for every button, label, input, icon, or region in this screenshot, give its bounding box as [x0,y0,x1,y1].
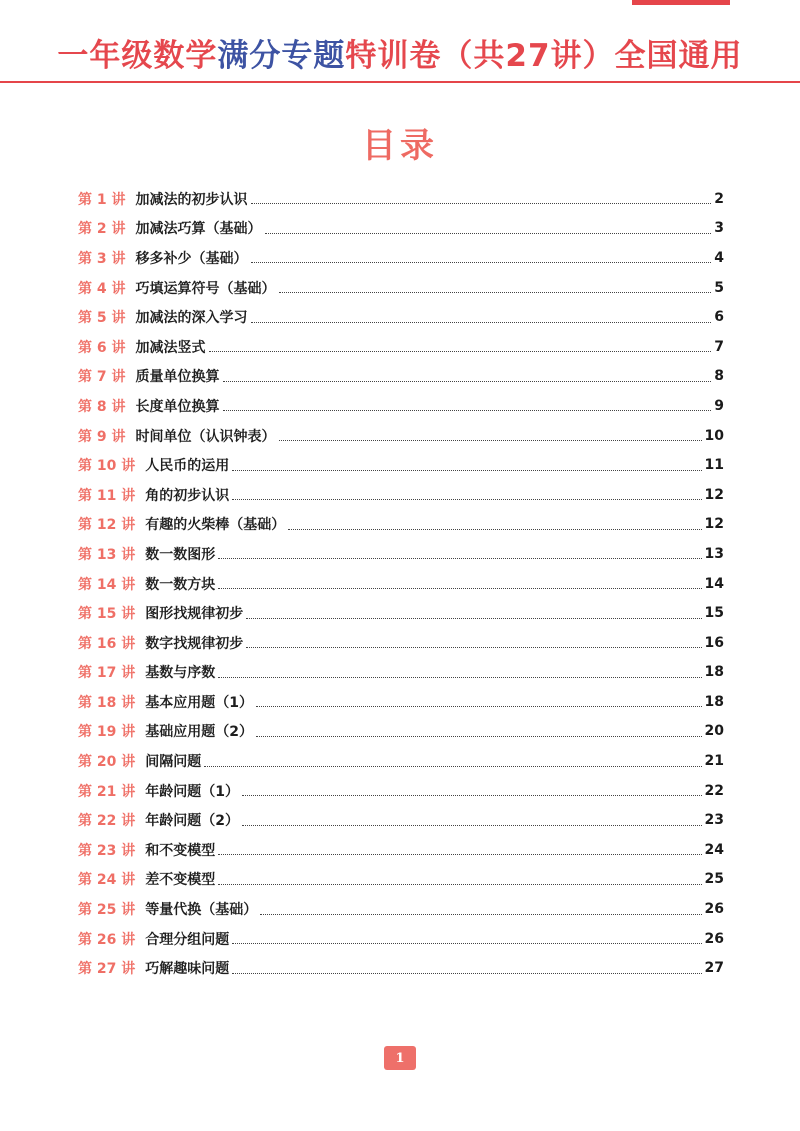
toc-entry-number: 第 11 讲 [78,487,136,504]
toc-entry[interactable] [78,539,724,569]
toc-entry-page: 7 [714,338,724,355]
toc-entry-label: 质量单位换算 [135,369,220,386]
toc-entry-page: 25 [704,871,724,888]
dot-leader [218,558,701,559]
toc-entry-page: 20 [704,723,724,740]
toc-entry-page: 23 [704,812,724,829]
toc-heading: 目录 [362,126,438,166]
toc-entry-page: 27 [704,960,724,977]
toc-entry-number: 第 21 讲 [78,783,136,800]
toc-entry-page: 11 [704,457,724,474]
toc-entry-number: 第 10 讲 [78,458,136,475]
toc-entry[interactable] [78,214,724,244]
toc-entry-label: 角的初步认识 [145,487,230,504]
toc-entry-label: 数字找规律初步 [145,635,244,652]
toc-entry[interactable] [78,894,724,924]
toc-entry[interactable] [78,953,724,983]
toc-entry[interactable] [78,658,724,688]
dot-leader [251,322,712,323]
title-part-c: 特训卷（共27讲）全国通用 [345,38,743,74]
toc-entry-number: 第 5 讲 [78,310,126,327]
dot-leader [218,677,701,678]
toc-entry-number: 第 23 讲 [78,842,136,859]
toc-entry[interactable] [78,746,724,776]
toc-entry-label: 巧填运算符号（基础） [135,280,276,297]
toc-entry-label: 基础应用题（2） [145,724,253,741]
dot-leader [251,203,712,204]
toc-entry-page: 3 [714,220,724,237]
toc-entry-label: 加减法巧算（基础） [135,221,262,238]
toc-entry-label: 人民币的运用 [145,458,230,475]
dot-leader [242,795,702,796]
document-header [0,34,800,84]
dot-leader [265,233,712,234]
toc-entry-number: 第 25 讲 [78,902,136,919]
top-accent-bar [632,0,730,5]
toc-entry-number: 第 24 讲 [78,872,136,889]
toc-entry[interactable] [78,569,724,599]
title-part-highlight: 满分专题 [217,38,346,74]
dot-leader [232,470,701,471]
toc-entry-page: 4 [714,249,724,266]
toc-entry[interactable] [78,510,724,540]
toc-entry[interactable] [78,362,724,392]
dot-leader [209,351,712,352]
toc-entry-label: 年龄问题（1） [145,783,239,800]
toc-entry[interactable] [78,776,724,806]
toc-entry-number: 第 2 讲 [78,221,126,238]
toc-entry[interactable] [78,450,724,480]
toc-entry[interactable] [78,273,724,303]
toc-entry-page: 22 [704,782,724,799]
document-title [0,34,800,78]
toc-entry-number: 第 22 讲 [78,813,136,830]
toc-entry-label: 间隔问题 [145,754,202,771]
dot-leader [256,736,702,737]
toc-entry[interactable] [78,598,724,628]
dot-leader [232,943,701,944]
toc-entry-page: 10 [704,427,724,444]
toc-entry-page: 14 [704,575,724,592]
table-of-contents [78,184,724,983]
toc-entry-page: 21 [704,753,724,770]
toc-entry-label: 加减法的初步认识 [135,191,248,208]
toc-entry-number: 第 3 讲 [78,250,126,267]
toc-entry-page: 18 [704,693,724,710]
toc-entry-number: 第 19 讲 [78,724,136,741]
toc-entry[interactable] [78,835,724,865]
toc-entry[interactable] [78,184,724,214]
toc-entry-page: 26 [704,901,724,918]
toc-entry-label: 差不变模型 [145,872,216,889]
toc-entry-label: 加减法的深入学习 [135,310,248,327]
toc-entry-page: 6 [714,309,724,326]
toc-entry-label: 年龄问题（2） [145,813,239,830]
toc-entry-number: 第 13 讲 [78,546,136,563]
dot-leader [232,499,701,500]
dot-leader [232,973,701,974]
toc-entry[interactable] [78,302,724,332]
toc-entry-page: 12 [704,516,724,533]
toc-entry[interactable] [78,805,724,835]
toc-entry-label: 时间单位（认识钟表） [135,428,276,445]
toc-entry-number: 第 9 讲 [78,428,126,445]
toc-entry[interactable] [78,332,724,362]
toc-entry-number: 第 17 讲 [78,665,136,682]
toc-entry-page: 13 [704,545,724,562]
toc-entry-page: 16 [704,634,724,651]
dot-leader [260,914,701,915]
dot-leader [288,529,701,530]
toc-entry-number: 第 12 讲 [78,517,136,534]
dot-leader [246,618,701,619]
toc-entry-page: 15 [704,605,724,622]
toc-entry[interactable] [78,243,724,273]
dot-leader [223,410,712,411]
toc-entry-number: 第 4 讲 [78,280,126,297]
toc-entry-label: 长度单位换算 [135,398,220,415]
toc-entry[interactable] [78,628,724,658]
toc-entry-number: 第 18 讲 [78,694,136,711]
toc-entry-label: 数一数方块 [145,576,216,593]
dot-leader [218,588,701,589]
dot-leader [279,440,702,441]
toc-entry-number: 第 26 讲 [78,931,136,948]
toc-entry-label: 巧解趣味问题 [145,961,230,978]
dot-leader [218,854,701,855]
toc-entry-page: 18 [704,664,724,681]
toc-entry[interactable] [78,421,724,451]
toc-entry-label: 数一数图形 [145,546,216,563]
toc-entry-label: 基数与序数 [145,665,216,682]
toc-entry-label: 加减法竖式 [135,339,206,356]
toc-entry[interactable] [78,924,724,954]
toc-entry-label: 图形找规律初步 [145,606,244,623]
toc-entry-number: 第 15 讲 [78,606,136,623]
toc-entry[interactable] [78,687,724,717]
dot-leader [256,706,702,707]
toc-entry-page: 8 [714,368,724,385]
toc-entry-page: 9 [714,397,724,414]
toc-entry-number: 第 27 讲 [78,961,136,978]
dot-leader [242,825,702,826]
toc-entry[interactable] [78,717,724,747]
dot-leader [251,262,712,263]
toc-entry-page: 5 [714,279,724,296]
toc-entry-number: 第 20 讲 [78,754,136,771]
header-divider [0,81,800,83]
toc-entry-number: 第 16 讲 [78,635,136,652]
toc-entry-number: 第 1 讲 [78,191,126,208]
dot-leader [223,381,712,382]
page-number-badge: 1 [384,1046,416,1070]
toc-entry[interactable] [78,480,724,510]
title-part-a: 一年级数学 [57,38,218,74]
toc-entry-number: 第 7 讲 [78,369,126,386]
dot-leader [218,884,701,885]
toc-entry-label: 有趣的火柴棒（基础） [145,517,286,534]
toc-entry[interactable] [78,865,724,895]
toc-entry-label: 基本应用题（1） [145,694,253,711]
toc-entry-number: 第 8 讲 [78,398,126,415]
toc-entry-label: 等量代换（基础） [145,902,258,919]
toc-entry-page: 12 [704,486,724,503]
toc-entry-page: 2 [714,190,724,207]
toc-entry[interactable] [78,391,724,421]
dot-leader [279,292,712,293]
toc-entry-label: 合理分组问题 [145,931,230,948]
toc-entry-label: 和不变模型 [145,842,216,859]
dot-leader [246,647,701,648]
toc-entry-number: 第 14 讲 [78,576,136,593]
toc-entry-number: 第 6 讲 [78,339,126,356]
toc-entry-page: 26 [704,930,724,947]
toc-entry-page: 24 [704,841,724,858]
dot-leader [204,766,701,767]
toc-entry-label: 移多补少（基础） [135,250,248,267]
